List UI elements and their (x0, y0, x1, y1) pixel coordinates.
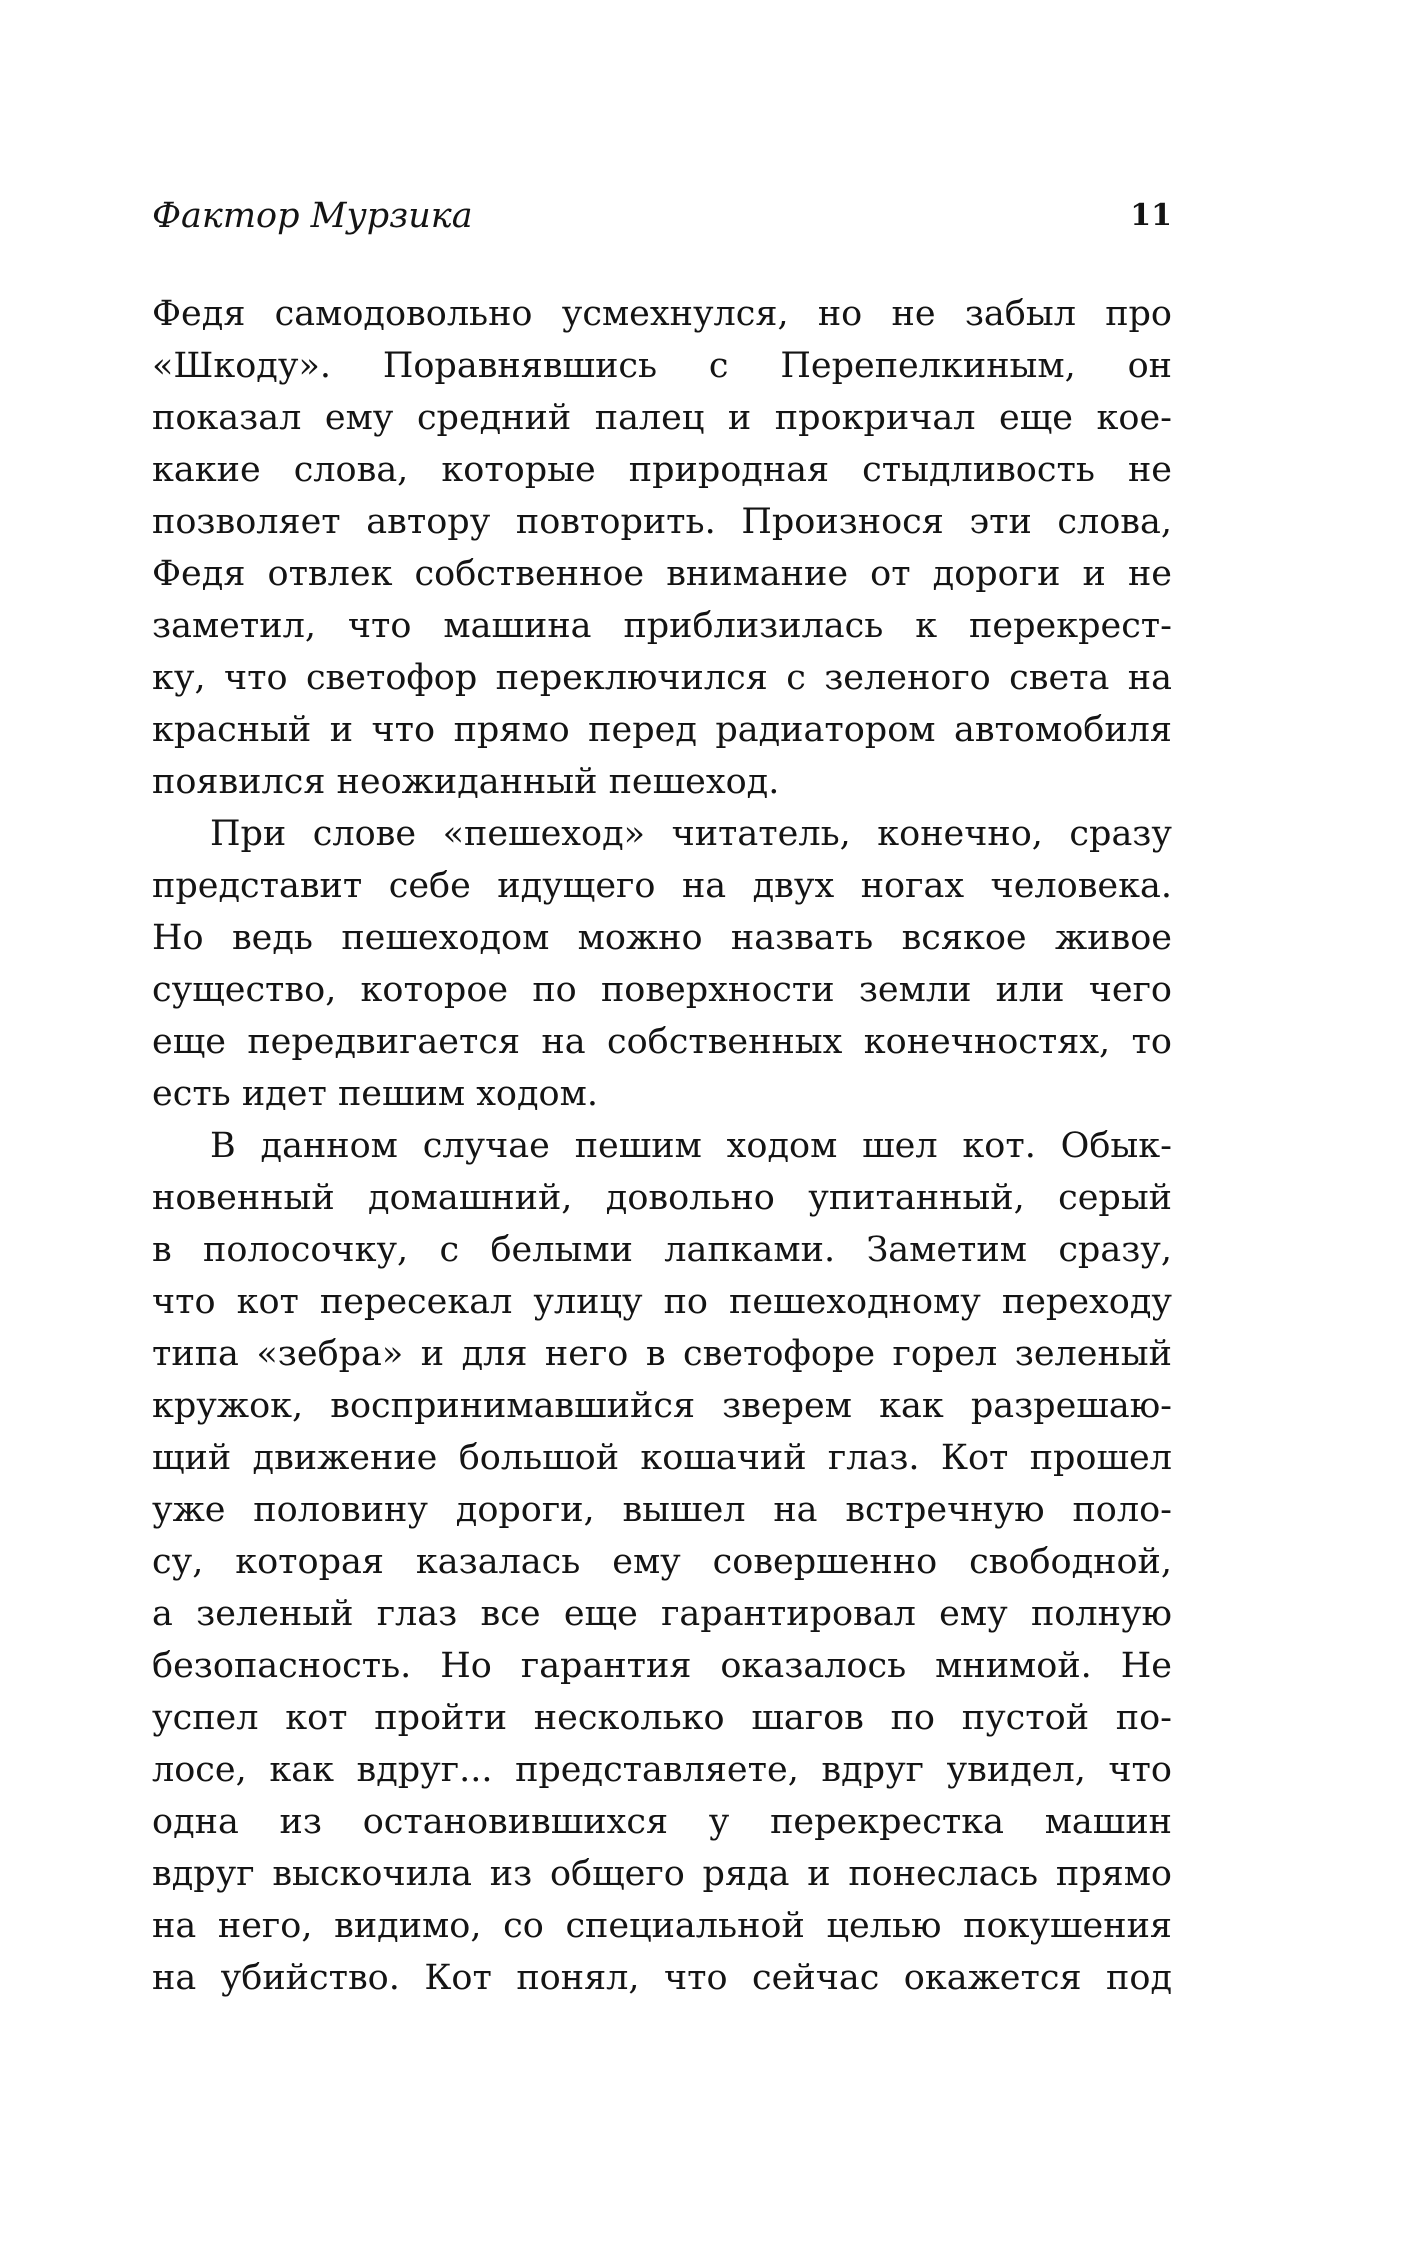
text-line: ку, что светофор переключился с зеленого света на (152, 658, 1172, 698)
text-line: на убийство. Кот понял, что сейчас окажется под (152, 1958, 1172, 1998)
text-line: В данном случае пешим ходом шел кот. Обык- (210, 1126, 1172, 1166)
text-line: Федя самодовольно усмехнулся, но не забыл про (152, 294, 1172, 334)
text-line: При слове «пешеход» читатель, конечно, сразу (210, 814, 1172, 854)
paragraph (152, 1120, 1172, 2004)
text-line: успел кот пройти несколько шагов по пустой по- (152, 1698, 1172, 1738)
text-line: типа «зебра» и для него в светофоре горел зеленый (152, 1334, 1172, 1374)
paragraph (152, 808, 1172, 1120)
text-line: кружок, воспринимавшийся зверем как разрешаю- (152, 1386, 1172, 1426)
text-line: новенный домашний, довольно упитанный, серый (152, 1178, 1172, 1218)
text-line: представит себе идущего на двух ногах человека. (152, 866, 1172, 906)
page-number: 11 (1130, 198, 1172, 233)
text-line: есть идет пешим ходом. (152, 1074, 598, 1114)
text-line: су, которая казалась ему совершенно свободной, (152, 1542, 1172, 1582)
text-line: лосе, как вдруг... представляете, вдруг увидел, что (152, 1750, 1172, 1790)
text-line: безопасность. Но гарантия оказалось мнимой. Не (152, 1646, 1172, 1686)
text-line: уже половину дороги, вышел на встречную поло- (152, 1490, 1172, 1530)
text-line: появился неожиданный пешеход. (152, 762, 780, 802)
text-line: щий движение большой кошачий глаз. Кот прошел (152, 1438, 1172, 1478)
text-line: еще передвигается на собственных конечностях, то (152, 1022, 1172, 1062)
paragraph (152, 288, 1172, 808)
text-line: в полосочку, с белыми лапками. Заметим сразу, (152, 1230, 1172, 1270)
text-line: существо, которое по поверхности земли или чего (152, 970, 1172, 1010)
text-line: какие слова, которые природная стыдливость не (152, 450, 1172, 490)
text-line: «Шкоду». Поравнявшись с Перепелкиным, он (152, 346, 1172, 386)
running-head (152, 191, 1172, 241)
text-line: а зеленый глаз все еще гарантировал ему полную (152, 1594, 1172, 1634)
text-line: Но ведь пешеходом можно назвать всякое живое (152, 918, 1172, 958)
text-line: на него, видимо, со специальной целью покушения (152, 1906, 1172, 1946)
text-line: что кот пересекал улицу по пешеходному переходу (152, 1282, 1172, 1322)
text-line: красный и что прямо перед радиатором автомобиля (152, 710, 1172, 750)
text-line: вдруг выскочила из общего ряда и понеслась прямо (152, 1854, 1172, 1894)
text-line: позволяет автору повторить. Произнося эти слова, (152, 502, 1172, 542)
text-line: показал ему средний палец и прокричал еще кое- (152, 398, 1172, 438)
body-text (152, 288, 1172, 2004)
text-line: одна из остановившихся у перекрестка машин (152, 1802, 1172, 1842)
text-line: Федя отвлек собственное внимание от дороги и не (152, 554, 1172, 594)
running-title: Фактор Мурзика (152, 196, 473, 236)
text-line: заметил, что машина приблизилась к перекрест- (152, 606, 1172, 646)
